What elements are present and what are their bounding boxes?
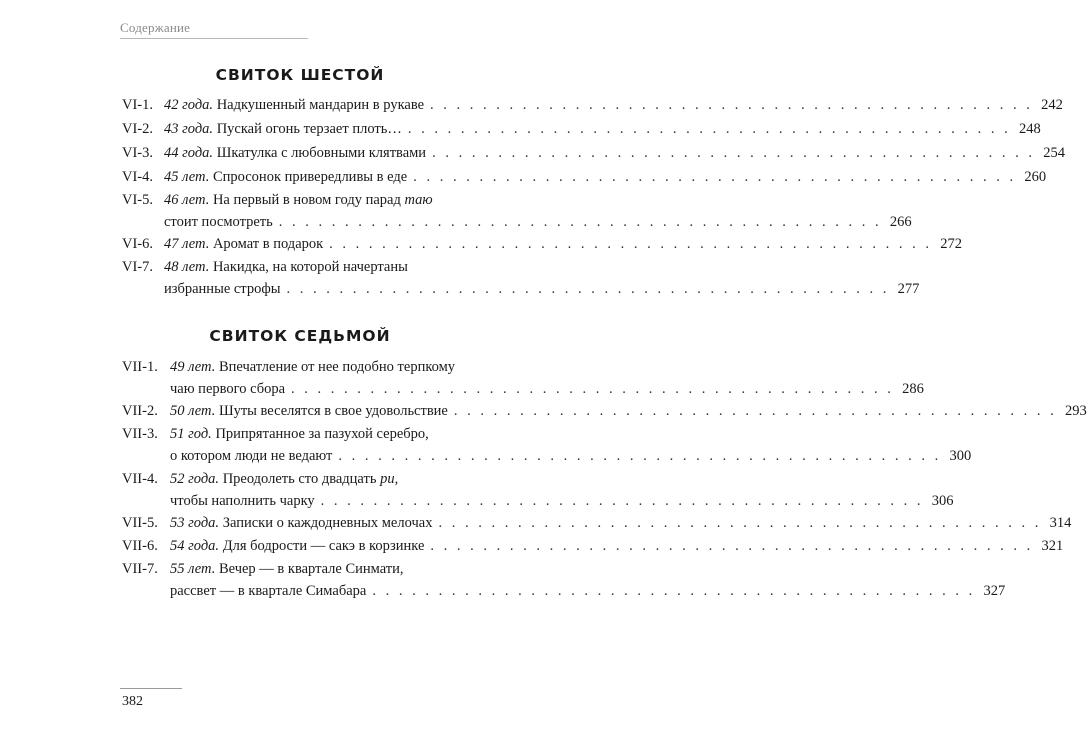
toc-entry-vii-2[interactable] [122, 400, 1087, 422]
leader-dots [430, 94, 1033, 116]
entry-number: VI-2. [122, 121, 154, 137]
entry-page: 293 [1065, 403, 1087, 419]
entry-age: 54 года. [170, 538, 220, 554]
entry-title: Впечатление от нее подобно терпкому [218, 359, 456, 375]
entry-number: VI-4. [122, 169, 154, 185]
entry-page: 266 [889, 214, 912, 230]
entry-title: Накидка, на которой начертаны [212, 259, 408, 275]
entry-number: VII-4. [122, 471, 158, 487]
entry-age: 55 лет. [170, 561, 216, 577]
entry-age: 42 года. [164, 97, 214, 113]
entry-age: 46 лет. [164, 192, 210, 208]
entry-page: 327 [983, 583, 1006, 599]
entry-title-continuation: избранные строфы [164, 281, 281, 297]
toc-entry-vii-6[interactable] [122, 535, 1064, 557]
entry-number: VII-3. [122, 426, 158, 442]
entry-age: 44 года. [164, 145, 214, 161]
section-title-vi: СВИТОК ШЕСТОЙ [215, 66, 385, 84]
entry-number: VII-1. [122, 359, 158, 375]
entry-page: 306 [931, 493, 954, 509]
toc-entry-vii-1[interactable] [122, 356, 924, 400]
entry-title-italic: таю [404, 192, 433, 208]
entry-title-continuation: о котором люди не ведают [170, 448, 333, 464]
entry-number: VI-5. [122, 192, 154, 208]
entry-age: 43 года. [164, 121, 214, 137]
entry-title-continuation: чтобы наполнить чарку [170, 493, 315, 509]
entry-title-italic: ри, [380, 471, 399, 487]
entry-number: VII-6. [122, 538, 158, 554]
toc-entry-vi-6[interactable] [122, 233, 963, 255]
entry-title: Аромат в подарок [212, 236, 324, 252]
entry-page: 300 [949, 448, 972, 464]
entry-title: Припрятанное за пазухой серебро, [215, 426, 429, 442]
section-title-vii: СВИТОК СЕДЬМОЙ [209, 327, 391, 345]
entry-title: Спросонок привередливы в еде [212, 169, 408, 185]
toc-entry-vii-4[interactable] [122, 468, 954, 512]
running-head: Содержание [120, 20, 191, 35]
footer-rule [120, 688, 182, 689]
entry-title: Шкатулка с любовными клятвами [216, 145, 427, 161]
entry-title: На первый в новом году парад [212, 192, 401, 208]
leader-dots [432, 142, 1035, 164]
toc-entry-vi-5[interactable] [122, 189, 912, 233]
leader-dots [454, 400, 1057, 422]
entry-number: VII-5. [122, 515, 158, 531]
entry-age: 51 год. [170, 426, 212, 442]
entry-title: Пускай огонь терзает плоть… [216, 121, 402, 137]
toc-entry-vi-2[interactable] [122, 118, 1041, 140]
entry-title: Шуты веселятся в свое удовольствие [218, 403, 448, 419]
entry-age: 47 лет. [164, 236, 210, 252]
entry-title: Для бодрости — сакэ в корзинке [222, 538, 425, 554]
entry-title: Вечер — в квартале Синмати, [218, 561, 404, 577]
leader-dots [279, 211, 882, 233]
entry-page: 248 [1018, 121, 1041, 137]
entry-page: 314 [1049, 515, 1072, 531]
entry-page: 277 [897, 281, 920, 297]
entry-title-continuation: рассвет — в квартале Симабара [170, 583, 367, 599]
entry-page: 321 [1041, 538, 1064, 554]
leader-dots [338, 445, 941, 467]
entry-age: 49 лет. [170, 359, 216, 375]
entry-number: VI-3. [122, 145, 154, 161]
entry-age: 48 лет. [164, 259, 210, 275]
leader-dots [408, 118, 1011, 140]
toc-entry-vii-7[interactable] [122, 558, 1006, 602]
leader-dots [438, 512, 1041, 534]
entry-number: VI-6. [122, 236, 154, 252]
entry-number: VII-2. [122, 403, 158, 419]
entry-number: VII-7. [122, 561, 158, 577]
toc-entry-vi-7[interactable] [122, 256, 920, 300]
entry-age: 45 лет. [164, 169, 210, 185]
entry-page: 254 [1043, 145, 1065, 161]
leader-dots [321, 490, 924, 512]
entry-age: 52 года. [170, 471, 220, 487]
entry-page: 260 [1024, 169, 1047, 185]
entry-age: 50 лет. [170, 403, 216, 419]
toc-entry-vii-5[interactable] [122, 512, 1072, 534]
toc-entry-vii-3[interactable] [122, 423, 972, 467]
page-number: 382 [122, 694, 143, 709]
entry-number: VI-7. [122, 259, 154, 275]
entry-title-continuation: стоит посмотреть [164, 214, 273, 230]
leader-dots [372, 580, 975, 602]
entry-number: VI-1. [122, 97, 154, 113]
leader-dots [430, 535, 1033, 557]
toc-entry-vi-1[interactable] [122, 94, 1063, 116]
leader-dots [286, 278, 889, 300]
entry-title: Преодолеть сто двадцать [222, 471, 377, 487]
entry-title: Записки о каждодневных мелочах [222, 515, 433, 531]
leader-dots [413, 166, 1016, 188]
entry-page: 272 [940, 236, 963, 252]
running-head-rule [120, 38, 308, 39]
leader-dots [291, 378, 894, 400]
entry-title-continuation: чаю первого сбора [170, 381, 286, 397]
toc-entry-vi-4[interactable] [122, 166, 1047, 188]
entry-age: 53 года. [170, 515, 220, 531]
entry-page: 286 [902, 381, 924, 397]
toc-entry-vi-3[interactable] [122, 142, 1065, 164]
entry-title: Надкушенный мандарин в рукаве [216, 97, 425, 113]
leader-dots [329, 233, 932, 255]
entry-page: 242 [1041, 97, 1063, 113]
